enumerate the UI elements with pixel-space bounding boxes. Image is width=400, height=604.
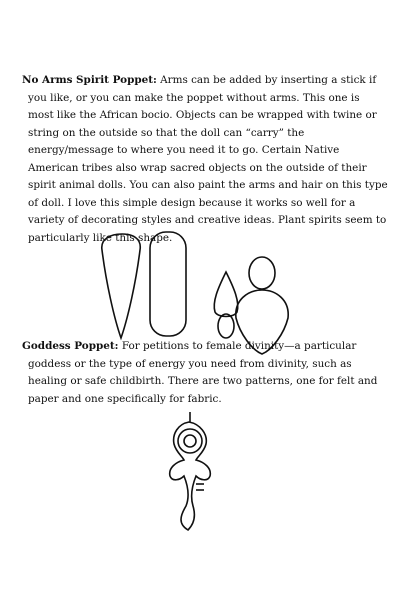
goddess-spiral-inner — [184, 435, 196, 447]
no-arms-body: Arms can be added by inserting a stick if you like, or you can make the poppet without arms. This one is most like the African bocio. Objects can be wrapped with twine or string on the outside so that the doll can “carry” the energy/message to where you need it to go. Certain Native American tribes also wrap sacred objects on the outside of their spirit animal dolls. You can also paint the arms and hair on this type of doll. I love this simple design because it works so well for a variety of decorating styles and creative ideas. Plant spirits seem to particularly like this shape. — [28, 74, 388, 244]
no-arms-heading: No Arms Spirit Poppet: — [22, 74, 157, 86]
goddess-outline — [170, 422, 211, 530]
goddess-spiral-outer — [178, 429, 202, 453]
goddess-body: For petitions to female divinity—a particular goddess or the type of energy you need from divinity, such as healing or safe childbirth. There are two patterns, one for felt and paper and one specifically for fabric. — [28, 340, 378, 405]
goddess-heading: Goddess Poppet: — [22, 340, 119, 352]
